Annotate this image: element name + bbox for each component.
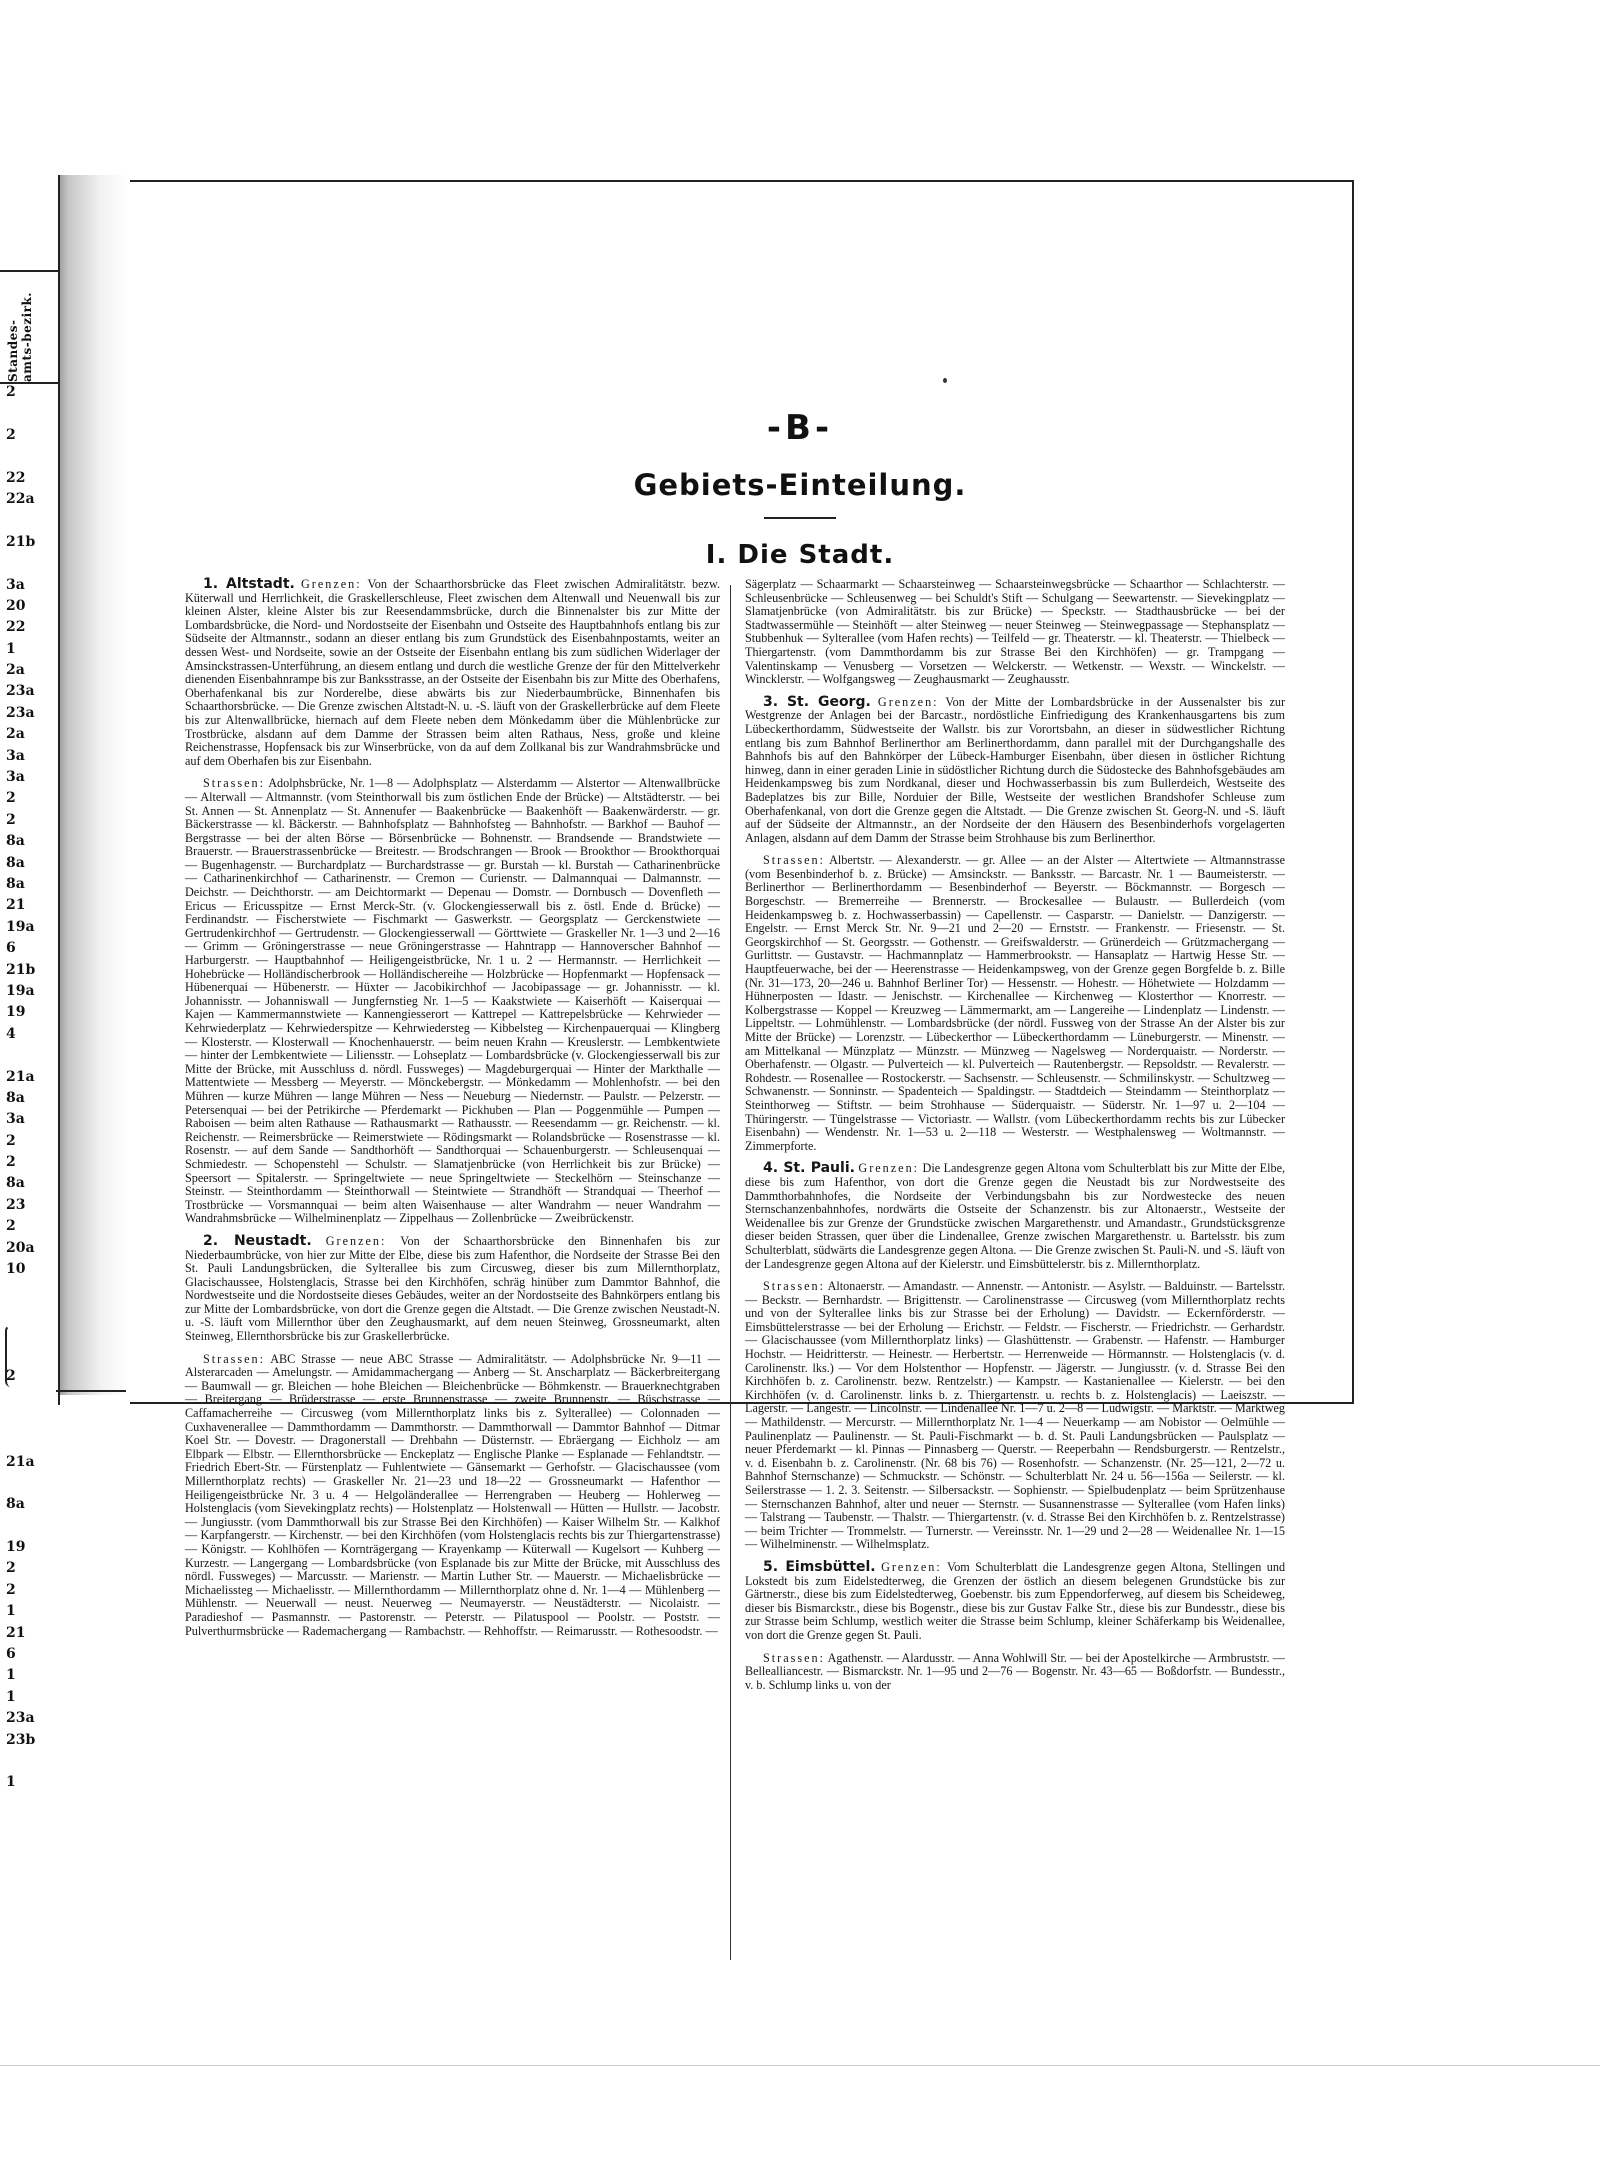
margin-number: 10 <box>6 1261 26 1278</box>
streets-label: Strassen: <box>203 1351 266 1366</box>
margin-number: 2 <box>6 1560 16 1577</box>
borders-text: Von der Schaarthorsbrücke den Binnenhafen bis zur Niederbaumbrücke, von hier zur Mitte der Elbe, diese bis zum Hafenthor, die Nordseite der Strasse Bei den St. Pauli Landungsbrücken, die Sylterallee bis zum Circusweg, dieser bis zum Millernthorplatz, Glacischaussee, Holstenglacis, Strasse bei den Kirchhöfen, schräg hinüber zum Dammtor Bahnhof, die Nordwestseite und die Nordostseite dieses Gebäudes, weiter an der Nordostseite des Bahnkörpers entlang bis zur Mitte der Lombardsbrücke, von dort die Grenze gegen die Altstadt. — Die Grenze zwischen Neustadt-N. u. -S. läuft vom Millernthor über den Zeughausmarkt, auf dem neuen Steinweg, Grossneumarkt, alten Steinweg, Ellernthorsbrücke bis zur Graskellerbrücke. <box>185 1233 721 1344</box>
streets-label: Strassen: <box>763 1650 826 1665</box>
borders-text: Von der Schaarthorsbrücke das Fleet zwischen Admiralitätstr. bezw. Küterwall und Herrlichkeit, die Graskellerschleuse, Fleet zwischen dem Altenwall und Neuenwall bis zur kleinen Alster, kleine Alster bis zur Reesendammsbrücke, durch die Binnenalster bis zur Mitte der Lombardsbrücke, die Nord- und Nordostseite der Eisenbahn und Ostseite des Hauptbahnhofs entlang bis zur Südseite der Altmannstr., sodann an dieser entlang bis zum Grundstück des Eisenbahnpostamts, weiter an dessen West- und Nordseite, sowie an der Ostseite der Eisenbahn entlang bis zum südlichen Widerlager der Amsinckstrassen-Unterführung, an diesem entlang und durch die westliche Grenze der für den Mittelverkehr dienenden Eisenbahnrampe bis zur Banksstrasse, an der Ostseite der Eisenbahn bis zur Mitte des Oberhafens, Oberhafenkanal bis zur Norderelbe, diese abwärts bis zur Niederbaumbrücke, Binnenhafen bis Schaarthorsbrücke. — Die Grenze zwischen Altstadt-N. u. -S. läuft von der Graskellerbrücke auf dem Fleete bis zur Altenwallbrücke, hiernach auf dem Fleete neben dem Mönkedamm über die Mühlenbrücke zur Trostbrücke, alsdann auf dem Damme der Strassen beim alten Rathaus, Ness, große und kleine Reichenstrasse, Hopfensack bis zur Winserbrücke, von da auf dem Zollkanal bis zur Wandrahmsbrücke und auf dem Oberhafen bis zur Eisenbahn. <box>185 577 721 768</box>
margin-number: 2 <box>6 811 16 828</box>
district-borders-paragraph <box>745 1558 1286 1643</box>
margin-number: 21b <box>6 533 36 550</box>
margin-number: 2 <box>6 384 16 400</box>
margin-number <box>6 1387 54 1408</box>
margin-number: 20 <box>6 597 26 614</box>
streets-label: Strassen: <box>763 853 826 868</box>
margin-number: 2a <box>6 726 25 743</box>
margin-number: 2 <box>6 1581 16 1598</box>
district-borders-paragraph <box>745 1162 1285 1271</box>
right-column <box>745 578 1285 1701</box>
margin-number: 2 <box>6 1367 16 1384</box>
margin-number: 19a <box>6 918 35 935</box>
margin-number: 8a <box>6 875 25 892</box>
margin-number: 2 <box>6 790 16 807</box>
margin-number: 2a <box>6 662 25 679</box>
margin-number: 19 <box>6 1539 26 1556</box>
margin-number: 6 <box>6 940 16 957</box>
margin-number: 23a <box>6 1710 35 1727</box>
bottom-rule <box>0 2065 1600 2066</box>
margin-number: 21a <box>6 1453 35 1470</box>
margin-number: 21 <box>6 897 26 914</box>
title-rule <box>764 517 836 519</box>
borders-text: Von der Mitte der Lombardsbrücke in der Aussenalster bis zur Westgrenze der Anlagen bei der Barcastr., nordöstliche Einfriedigung des Krankenhausgartens bis zum Lübeckerthordamm, Südwestseite der Wallstr. bis zur Vorortsbahn, an dieser in südwestlicher Richtung entlang bis zum Bahnhof Berlinerthor am Berlinerthordamm, dann parallel mit der Durchgangshalle des Bahnhofs bis auf den Bahnkörper der Lübeck-Hamburger Eisenbahn, über diesen in östlicher Richtung hinweg, dann in einer geraden Linie in südöstlicher Richtung durch die Südostecke des Bahnhofsgebäudes am Heidenkampsweg bis zum Nordkanal, dieser und Hochwasserbassin bis zum Bullerdeich, Westseite des Badeplatzes bis zur Bille, Norduier der Bille, Westseite der westlichen Brandshofer Schleuse zum Oberhafenkanal, von dort die Grenze gegen die Altstadt. — Die Grenze zwischen St. Georg-N. und -S. läuft auf der Südseite der Altmannstr., an der Nordseite der den Häusern des Besenbinderhofs vorgelagerten Anlagen, alsdann auf dem Damm der Strasse beim Strohhause bis zum Berlinerthor. <box>745 694 1286 845</box>
margin-number: 8a <box>6 854 25 871</box>
margin-number: 8a <box>6 1089 25 1106</box>
margin-number: 1 <box>6 1603 16 1620</box>
borders-label: Grenzen: <box>858 1161 920 1176</box>
streets-text: Altonaerstr. — Amandastr. — Annenstr. — Antonistr. — Asylstr. — Balduinstr. — Bartelsstr. — Beckstr. — Bernhardstr. — Brigittenstr. — Carolinenstrasse — Circusweg (vom Millernthorplatz rechts und von der Sylterallee links bis zur Strasse bei der Erholung) — Davidstr. — Eckernförderstr. — Eimsbüttelerstrasse — bei der Erholung — Erichstr. — Feldstr. — Fischerstr. — Friedrichstr. — Gerhardstr. — Glacischaussee (vom Millernthorplatz links) — Glashüttenstr. — Grabenstr. — Hafenstr. — Hamburger Hochstr. — Heidritterstr. — Heinestr. — Herbertstr. — Herrenweide — Hörmannstr. — Holstenglacis (v. d. Carolinenstr. lks.) — Vor dem Holstenthor — Hopfenstr. — Jägerstr. — Jungiusstr. (v. d. Strasse Bei den Kirchhöfen b. z. Carolinenstr. bezw. Rentzelstr.) — Kampstr. — Kastanienallee — Kielerstr. — bei den Kirchhöfen (v. d. Carolinenstr. links b. z. Thiergartenstr. u. rechts b. z. Holstenglacis) — Laeiszstr. — Lagerstr. — Langestr. — Lincolnstr. — Lindenallee Nr. 1—7 u. 2—8 — Ludwigstr. — Marktstr. — Marktweg — Mathildenstr. — Mercurstr. — Millernthorplatz Nr. 1—4 — Neuerkamp — am Nobistor — Oelmühle — Paulinenplatz — Paulinenstr. — St. Pauli-Fischmarkt — b. d. St. Pauli Landungsbrücken — Paulsplatz — neuer Pferdemarkt — kl. Pinnas — Pinnasberg — Querstr. — Reeperbahn — Rendsburgerstr. — Rentzelstr., v. d. Eisenbahn b. z. Carolinenstr. (Nr. 68 bis 76) — Rosenhofstr. — Schanzenstr. (Nr. 25—121, 2—72 u. Bahnhof Sternschanze) — Schmuckstr. — Schönstr. — Schulterblatt Nr. 24 u. 56—156a — Seilerstr. — kl. Seilerstrasse — 1. 2. 3. Seitenstr. — Silbersackstr. — Sophienstr. — Spielbudenplatz — beim Sprützenhause — Sternschanzen Bahnhof, alter und neuer — Sternstr. — Susannenstrasse — Sylterallee (vom Hafen links) — Talstrang — Taubenstr. — Thalstr. — Thiergartenstr. (v. d. Strasse Bei den Kirchhöfen b. z. Rentzelstrasse) — beim Trichter — Trommelstr. — Turnerstr. — Vereinsstr. Nr. 1—29 und 2—28 — Weidenallee Nr. 1—15 — Wilhelminenstr. — Wilhelmsplatz. <box>745 1279 1286 1552</box>
page-gutter-shadow <box>58 175 128 1395</box>
margin-number: 2 <box>6 1132 16 1149</box>
margin-number: 21b <box>6 961 36 978</box>
borders-text: Vom Schulterblatt die Landesgrenze gegen Altona, Stellingen und Lokstedt bis zum Eidelstedterweg, die Grenzen der östlich an diesem belegenen Grundstücke bis zur Gärtnerstr., diese bis zum Eidelstedterweg, Goebenstr. bis zum Eppendorferweg, auf diesem bis Scheideweg, dieser bis Bismarckstr., diese bis Bogenstr., diese bis zur Gustav Falke Str., diese bis zur Bundesstr., diese bis zur Strasse beim Schlump, westlich weiter die Strasse beim Schlump, kleiner Schäferkamp bis Weidenallee, von dort die Grenze gegen St. Pauli. <box>745 1559 1286 1642</box>
margin-number <box>6 1280 54 1301</box>
gutter-rule <box>56 1390 126 1392</box>
district-streets-paragraph <box>745 578 1285 687</box>
margin-number: 20a <box>6 1239 35 1256</box>
borders-label: Grenzen: <box>325 1233 387 1248</box>
streets-text: ABC Strasse — neue ABC Strasse — Admiralitätstr. — Adolphsbrücke Nr. 9—11 — Alsterarcaden — Amelungstr. — Amidammachergang — Anberg — St. Anscharplatz — Bäckerbreitergang — Baumwall — gr. Bleichen — hohe Bleichen — Bleichenbrücke — Böhmkenstr. — Brauerknechtgraben — Breitergang — Brüderstrasse — erste Brunnenstrasse — zweite Brunnenstr. — Büschstrasse — Caffamacherreihe — Circusweg (vom Millernthorplatz links bis z. Sylterallee) — Colonnaden — Cuxhavenerallee — Dammthordamm — Dammthorstr. — Dammthorwall — Dammtor Bahnhof — Ditmar Koel Str. — Dovestr. — Dragonerstall — Drehbahn — Düsternstr. — Ebräergang — Eichholz — am Elbpark — Elbstr. — Ellernthorsbrücke — Enckeplatz — Englische Planke — Esplanade — Fehlandtstr. — Friedrich Ebert-Str. — Fürstenplatz — Fuhlentwiete — Gänsemarkt — Gerhofstr. — Glacischaussee (vom Millernthorplatz rechts) — Graskeller Nr. 21—23 und 18—22 — Grossneumarkt — Hafenthor — Heiligengeistbrücke Nr. 3 u. 4 — Helgoländerallee — Herrengraben — Heuberg — Hohlerweg — Holstenglacis (vom Sievekingplatz rechts) — Holstenplatz — Holstenwall — Hütten — Hullstr. — Jacobstr. — Jungiusstr. (vom Dammthorwall bis zur Strasse Bei den Kirchhöfen) — Kaiser Wilhelm Str. — Kalkhof — Karpfangerstr. — Kirchenstr. — bei den Kirchhöfen (vom Holstenglacis rechts bis zur Thiergartenstrasse) — Königstr. — Kohlhöfen — Kornträgergang — Krayenkamp — Küterwall — Kugelsort — Kuhberg — Kurzestr. — Langergang — Lombardsbrücke (von Esplanade bis zur Mitte der Brücke, mit Ausschluss des nördl. Fussweges) — Marcusstr. — Marienstr. — Martin Luther Str. — Mauerstr. — Michaelisbrücke — Michaelissteg — Michaelisstr. — Millernthordamm — Millernthorplatz ohne d. Nr. 1—4 — Mühlenberg — Mühlenstr. — Neuerwall — neust. Neuerweg — Neumayerstr. — Neustädterstr. — Nicolaistr. — Paradieshof — Pasmannstr. — Pastorenstr. — Peterstr. — Pilatuspool — Poolstr. — Poststr. — Pulverthurmsbrücke — Rademachergang — Rambachstr. — Rehhoffstr. — Reimarusstr. — Rothesoodstr. — <box>185 1351 720 1638</box>
left-margin-brace <box>5 1325 15 1387</box>
margin-number: 3a <box>6 747 25 764</box>
margin-number: 1 <box>6 1667 16 1684</box>
borders-label: Grenzen: <box>877 694 939 709</box>
margin-number: 23a <box>6 704 35 721</box>
margin-number: 3a <box>6 576 25 593</box>
district-heading: 4. St. Pauli. <box>763 1160 855 1177</box>
margin-number: 22a <box>6 490 35 507</box>
margin-number: 2 <box>6 1218 16 1235</box>
district-streets-paragraph <box>745 1652 1285 1693</box>
margin-number: 1 <box>6 1688 16 1705</box>
margin-number <box>6 510 54 531</box>
margin-number: 22 <box>6 619 26 636</box>
margin-number: 3a <box>6 769 25 786</box>
margin-number: 23 <box>6 1196 26 1213</box>
margin-number: 2 <box>6 1154 16 1171</box>
margin-number: 8a <box>6 1175 25 1192</box>
borders-label: Grenzen: <box>300 577 362 591</box>
margin-number: 1 <box>6 640 16 657</box>
left-margin-header-text: Standes-amts-bezirk. <box>6 292 34 382</box>
district-streets-paragraph <box>745 854 1285 1153</box>
streets-text: Adolphsbrücke, Nr. 1—8 — Adolphsplatz — Alsterdamm — Alstertor — Altenwallbrücke — Alterwall — Altmannstr. (vom Steinthorwall bis zum östlichen Ende der Brücke) — Altstädterstr. — bei St. Annen — St. Annenplatz — St. Annenufer — Baakenbrücke — Baakenhöft — Baakenwärderstr. — gr. Bäckerstrasse — kl. Bäckerstr. — Bahnhofsplatz — Bahnhofsteg — Bahnhofstr. — Barkhof — Bauhof — Bergstrasse — bei der alten Börse — Börsenbrücke — Bohnenstr. — Brandsende — Brandstwiete — Brauerstr. — Brauerstrassenbrücke — Breitestr. — Brodschrangen — Brook — Brookthor — Brookthorquai — Bugenhagenstr. — Burchardplatz — Burchardstrasse — gr. Burstah — kl. Burstah — Catharinenbrücke — Catharinenkirchhof — Catharinenstr. — Cremon — Curienstr. — Dalmannquai — Dalmannstr. — Deichstr. — Deichthorstr. — am Deichtormarkt — Depenau — Domstr. — Dornbusch — Dovenfleth — Ericus — Ericusspitze — Ernst Merck-Str. (v. Glockengiesserwall bis z. östl. Ende d. Brücke) — Ferdinandstr. — Fischerstwiete — Fischmarkt — Gaswerkstr. — Georgsplatz — Gerckenstwiete — Gertrudenkirchhof — Gertrudenstr. — Glockengiesserwall — Görttwiete — Graskeller Nr. 1—3 und 2—16 — Grimm — Gröningerstrasse — neue Gröningerstrasse — Hahntrapp — Hannoverscher Bahnhof — Harburgerstr. — Hauptbahnhof — Heiligengeistbrücke, Nr. 1 u. 2 — Hermannstr. — Herrlichkeit — Hohebrücke — Holländischerbrook — Holländischereihe — Holzbrücke — Hopfenmarkt — Hopfensack — Hübenerquai — Hübenerstr. — Hüxter — Jacobikirchhof — Jacobipassage — gr. Johannisstr. — kl. Johannisstr. — Johanniswall — Jungfernstieg Nr. 1—5 — Kaakstwiete — Kaiserhöft — Kaiserquai — Kajen — Kammermannstwiete — Kannengiesserort — Kattrepel — Kattrepelsbrücke — Kehrwieder — Kehrwiederplatz — Kehrwiederspitze — Kehrwiedersteg — Kibbelsteg — Kirchenpauerquai — Klingberg — Klosterstr. — Klosterwall — Knochenhauerstr. — beim neuen Krahn — Kreuslerstr. — Lembkentwiete — hinter der Lembkentwiete — Liliensstr. — Lohseplatz — Lombardsbrücke (v. Glockengiesserwall bis zur Mitte der Brücke, mit Ausschluss d. nördl. Fussweges) — Magdeburgerquai — Hinter der Markthalle — Mattentwiete — Messberg — Meyerstr. — Mönckebergstr. — Mönkedamm — Mohlenhofstr. — bei den Mühren — kurze Mühren — lange Mühren — Ness — Neueburg — Niedernstr. — Paulstr. — Pelzerstr. — Petersenquai — bei der Petrikirche — Pferdemarkt — Pickhuben — Plan — Poggenmühle — Pumpen — Raboisen — beim alten Rathause — Rathausmarkt — Rathausstr. — Reesendamm — gr. Reichenstr. — kl. Reichenstr. — Reimersbrücke — Reimerstwiete — Rödingsmarkt — Rolandsbrücke — Rosenstrasse — kl. Rosenstr. — auf dem Sande — Sandthorhöft — Sandthorquai — Schauenburgerstr. — Schleusenquai — Schmiedestr. — Schopenstehl — Schulstr. — Slamatjenbrücke (von Herrlichkeit bis zur Brücke) — Speersort — Spitalerstr. — Springeltwiete — neue Springeltwiete — Steckelhörn — Steinschanze — Steinstr. — Steinthordamm — Steinthorwall — Steintwiete — Strandhöft — Strandquai — Theerhof — Trostbrücke — Vorsmannquai — beim alten Waisenhause — alter Wandrahm — neuer Wandrahm — Wandrahmsbrücke — Wilhelminenplatz — Zippelhaus — Zollenbrücke — Zweibrückenstr. <box>185 776 720 1226</box>
margin-number <box>6 1302 54 1323</box>
margin-number: 22 <box>6 469 26 486</box>
margin-number <box>6 1473 54 1494</box>
streets-text: Albertstr. — Alexanderstr. — gr. Allee — an der Alster — Altertwiete — Altmannstrasse (vom Besenbinderhof b. z. Brücke) — Amsinckstr. — Banksstr. — Barcastr. Nr. 1 — Baumeisterstr. — Berlinerthor — Berlinerthordamm — Besenbinderhof — Beyerstr. — Böckmannstr. — Borgesch — Borgeschstr. — Bremerreihe — Brennerstr. — Brockesallee — Bulaustr. — Bullerdeich (vom Heidenkampsweg b. z. Hochwasserbassin) — Capellenstr. — Casparstr. — Danielstr. — Danzigerstr. — Engelstr. — Ernst Merck Str. Nr. 9—21 und 2—20 — Ernststr. — Frankenstr. — Friesenstr. — St. Georgskirchhof — St. Georgsstr. — Gothenstr. — Greifswalderstr. — Grünerdeich — Grützmachergang — Gurlittstr. — Gustavstr. — Hachmannplatz — Hammerbrookstr. — Hansaplatz — Hartwig Hesse Str. — Hauptfeuerwache, bei der — Heerenstrasse — Heidenkampsweg, von der Grenze gegen Borgfelde b. z. Bille (Nr. 31—173, 20—246 u. Bahnhof Berliner Tor) — Hessenstr. — Hohestr. — Höhetwiete — Holzdamm — Hühnerposten — Idastr. — Jenischstr. — Kirchenallee — Kirchenweg — Klosterthor — Knorrestr. — Kolbergstrasse — Koppel — Kreuzweg — Lämmermarkt, am — Langereihe — Lindenplatz — Lindenstr. — Lippeltstr. — Lohmühlenstr. — Lombardsbrücke (der nördl. Fussweg von der Strasse An der Alster bis zur Mitte der Brücke) — Lorenzstr. — Lübeckerthor — Lübeckerthordamm — Lüneburgerstr. — Minenstr. — am Mittelkanal — Münzplatz — Münzstr. — Münzweg — Nagelsweg — Norderquaistr. — Norderstr. — Oberhafenstr. — Olgastr. — Pulverteich — kl. Pulverteich — Rautenbergstr. — Repsoldstr. — Revalerstr. — Rohdestr. — Rosenallee — Rostockerstr. — Sachsenstr. — Schleusenstr. — Schmilinskystr. — Schultzweg — Schwanenstr. — Sonninstr. — Spadenteich — Spaldingstr. — Stadtdeich — Steindamm — Steinthorplatz — Steinthorweg — Stiftstr. — beim Strohhause — Süderquaistr. — Süderstr. Nr. 1—97 u. 2—104 — Thüringerstr. — Tüngelstrasse — Victoriastr. — Wallstr. (vom Lübeckerthordamm rechts bis zur Lübecker Eisenbahn) — Wendenstr. Nr. 1—53 u. 2—118 — Westerstr. — Westphalensweg — Woltmannstr. — Zimmerpforte. <box>745 853 1285 1153</box>
section-letter: -B- <box>766 408 834 448</box>
streets-text: Agathenstr. — Alardusstr. — Anna Wohlwill Str. — bei der Apostelkirche — Armbruststr. — Bellealliancestr. — Bismarckstr. Nr. 1—95 und 2—76 — Bogenstr. Nr. 43—65 — Boßdorfstr. — Bundesstr., v. b. Schlump links u. von der <box>745 1650 1285 1692</box>
borders-label: Grenzen: <box>881 1559 942 1574</box>
margin-number: 8a <box>6 833 25 850</box>
margin-number: 19 <box>6 1004 26 1021</box>
page-title: Gebiets-Einteilung. <box>633 468 967 502</box>
streets-text: Sägerplatz — Schaarmarkt — Schaarsteinweg — Schaarsteinwegsbrücke — Schaarthor — Schlachterstr. — Schleusenbrücke — Schleusenweg — bei Schuldt's Stift — Schulgang — Seewartenstr. — Sievekingplatz — Slamatjenbrücke (von Admiralitätstr. bis zur Brücke) — Speckstr. — Stadthausbrücke — bei der Stadtwassermühle — Steinhöft — alter Steinweg — neuer Steinweg — Steinwegpassage — Stephansplatz — Stubbenhuk — Sylterallee (vom Hafen rechts) — Teilfeld — gr. Theaterstr. — kl. Theaterstr. — Thielbeck — Thiergartenstr. (vom Dammthordamm bis zur Strasse Bei den Kirchhöfen) — gr. Trampgang — Valentinskamp — Venusberg — Vorsetzen — Welckerstr. — Wetkenstr. — Wexstr. — Winckelstr. — Wincklerstr. — Wolfgangsweg — Zeughausmarkt — Zeughausstr. <box>745 577 1285 687</box>
margin-number: 21 <box>6 1624 26 1641</box>
district-streets-paragraph <box>185 1353 720 1638</box>
margin-number: 19a <box>6 982 35 999</box>
left-margin-header <box>0 270 58 384</box>
margin-number: 4 <box>6 1025 16 1042</box>
district-heading: 5. Eimsbüttel. <box>763 1558 876 1575</box>
district-borders-paragraph <box>185 1232 721 1344</box>
margin-number: 8a <box>6 1496 25 1513</box>
borders-text: Die Landesgrenze gegen Altona vom Schulterblatt bis zur Mitte der Elbe, diese bis zum Hafenthor, von dort die Grenze gegen die Neustadt bis zur Nordwestseite des Dammthorbahnhofes, die Nordseite der Verbindungsbahn bis zur Nordwestecke des neuen Sternschanzenbahnhofes, nordwärts die Ostseite der Schanzenstr. bis zur Altonaerstr., Westseite der Weidenallee bis zur Grenze der Grundstücke zwischen Margarethenstr. und Amandastr., Grundstücksgrenze dieser beiden Strassen, quer über die Lindenallee, Grenze zwischen Margarethenstr. u. Bartelsstr. bis zum Schulterblatt, südwärts die Landesgrenze gegen Altona. — Die Grenze zwischen St. Pauli-N. und -S. läuft von der Landesgrenze gegen Altona auf der Kielerstr. und Eimsbüttelerstr. bis z. Millernthorplatz. <box>745 1161 1286 1271</box>
margin-number: 1 <box>6 1774 16 1791</box>
margin-number: 23b <box>6 1731 36 1748</box>
column-divider <box>730 585 731 1960</box>
margin-number: 3a <box>6 1111 25 1128</box>
district-heading: 3. St. Georg. <box>763 693 871 710</box>
margin-number <box>6 1751 54 1772</box>
margin-number <box>6 1430 54 1451</box>
margin-number: 21a <box>6 1068 35 1085</box>
district-streets-paragraph <box>745 1280 1285 1552</box>
left-margin-numbers <box>6 382 54 1794</box>
district-borders-paragraph <box>745 693 1286 846</box>
margin-number <box>6 1409 54 1430</box>
district-heading: 1. Altstadt. <box>203 576 295 592</box>
left-column <box>185 578 720 1647</box>
page-speck <box>943 378 947 383</box>
margin-number <box>6 446 54 467</box>
margin-number <box>6 1516 54 1537</box>
district-borders-paragraph <box>185 578 720 768</box>
streets-label: Strassen: <box>203 776 266 791</box>
margin-number: 2 <box>6 426 16 443</box>
margin-number: 6 <box>6 1646 16 1663</box>
section-subtitle: I. Die Stadt. <box>705 540 895 570</box>
district-streets-paragraph <box>185 777 720 1226</box>
district-heading: 2. Neustadt. <box>203 1232 312 1249</box>
margin-number: 23a <box>6 683 35 700</box>
streets-label: Strassen: <box>763 1279 826 1294</box>
margin-number <box>6 1045 54 1066</box>
